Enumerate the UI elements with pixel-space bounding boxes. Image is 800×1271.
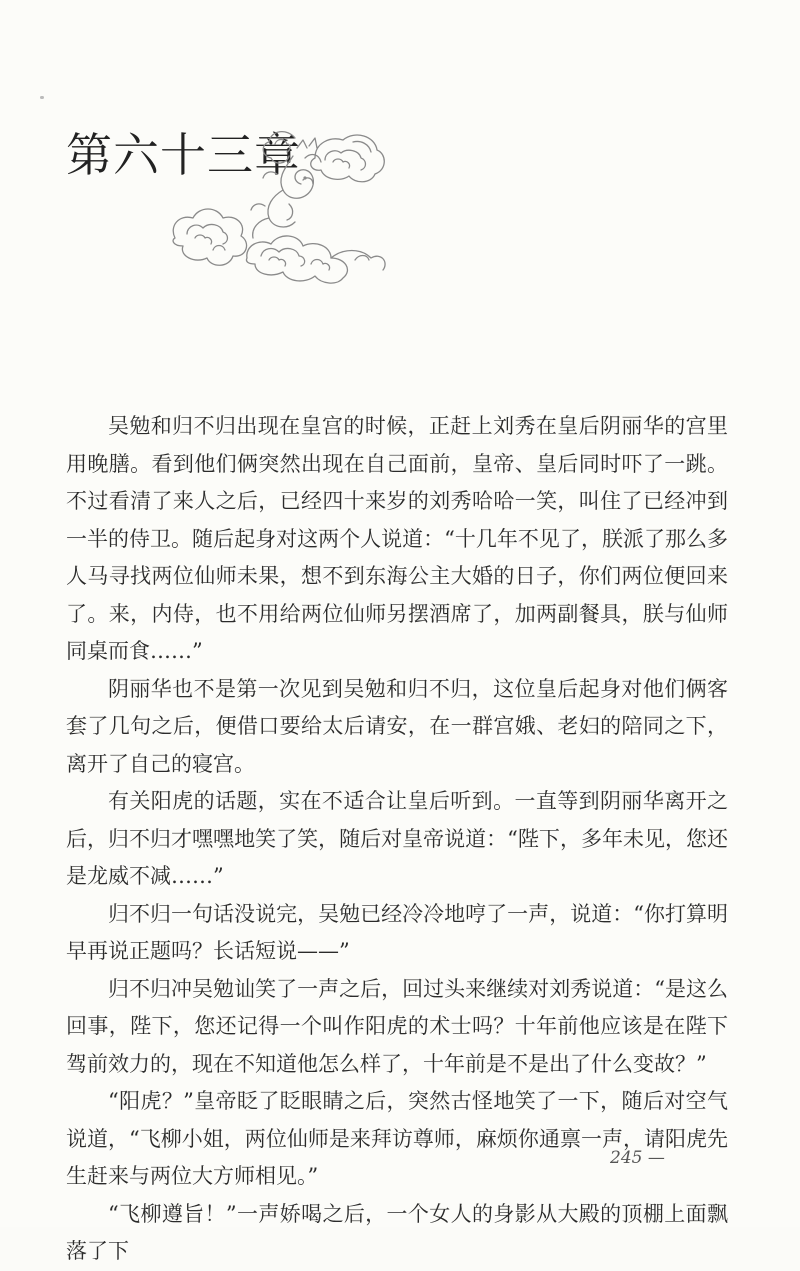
paragraph: 有关阳虎的话题，实在不适合让皇后听到。一直等到阴丽华离开之后，归不归才嘿嘿地笑了笑，随后对皇帝说道：“陛下，多年未见，您还是龙威不减……”	[66, 789, 728, 888]
paragraph: 阴丽华也不是第一次见到吴勉和归不归，这位皇后起身对他们俩客套了几句之后，便借口要给太后请安，在一群宫娥、老妇的陪同之下，离开了自己的寝宫。	[66, 676, 728, 776]
page-number: 245 —	[610, 1148, 665, 1168]
paragraph: 归不归一句话没说完，吴勉已经冷冷地哼了一声，说道：“你打算明早再说正题吗？长话短说——”	[66, 901, 728, 963]
paragraph: “阳虎？”皇帝眨了眨眼睛之后，突然古怪地笑了一下，随后对空气说道，“飞柳小姐，两位仙师是来拜访尊师，麻烦你通禀一声，请阳虎先生赶来与两位大方师相见。”	[66, 1089, 728, 1188]
paragraph: 归不归冲吴勉讪笑了一声之后，回过头来继续对刘秀说道：“是这么回事，陛下，您还记得一个叫作阳虎的术士吗？十年前他应该是在陛下驾前效力的，现在不知道他怎么样了，十年前是不是出了什么变故？”	[66, 976, 728, 1076]
paragraph: 吴勉和归不归出现在皇宫的时候，正赶上刘秀在皇后阴丽华的宫里用晚膳。看到他们俩突然出现在自己面前，皇帝、皇后同时吓了一跳。不过看清了来人之后，已经四十来岁的刘秀哈哈一笑，叫住了已经冲到一半的侍卫。随后起身对这两个人说道：“十几年不见了，朕派了那么多人马寻找两位仙师未果，想不到东海公主大婚的日子，你们两位便回来了。来，内侍，也不用给两位仙师另摆酒席了，加两副餐具，朕与仙师同桌而食……”	[66, 414, 728, 663]
cloud-dragon-ornament-icon	[165, 118, 390, 288]
chapter-body	[66, 408, 728, 1271]
chapter-title: 第六十三章	[66, 128, 301, 182]
paragraph: “飞柳遵旨！”一声娇喝之后，一个女人的身影从大殿的顶棚上面飘落了下	[66, 1201, 728, 1263]
scan-speck	[40, 96, 44, 99]
